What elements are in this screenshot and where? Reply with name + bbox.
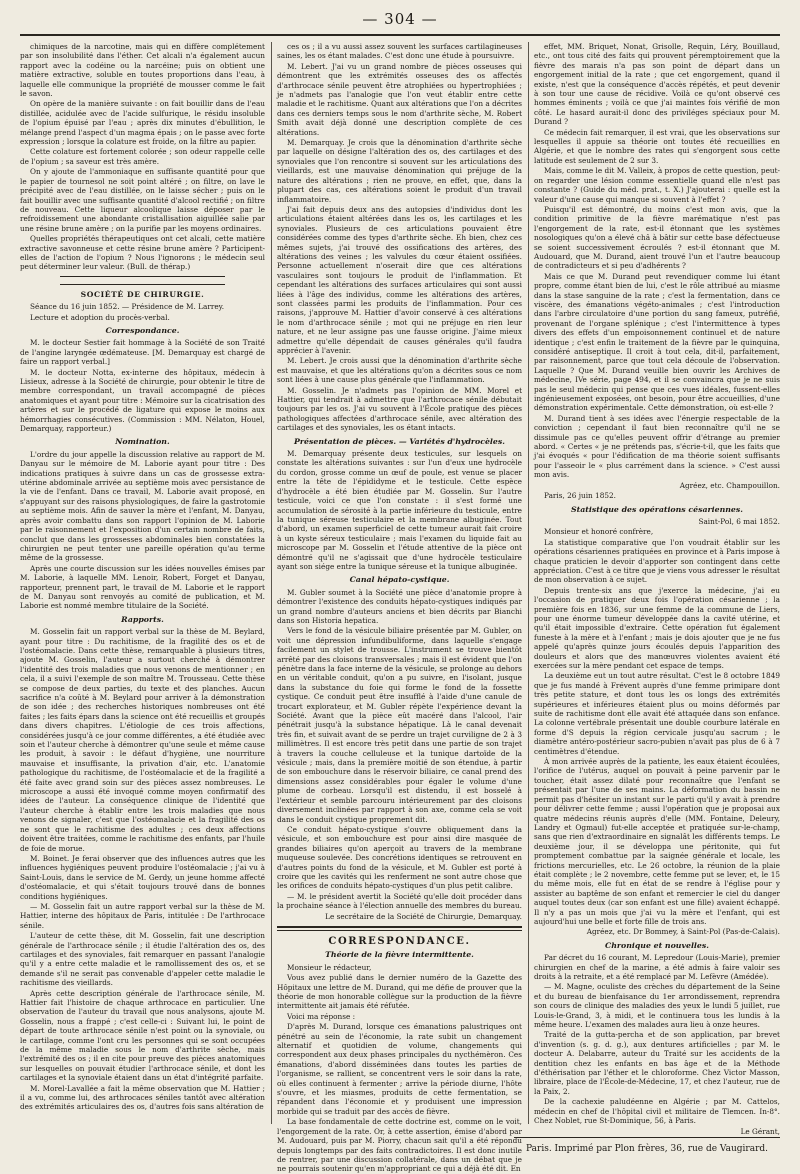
dateline: Saint-Pol, 6 mai 1852. — [698, 516, 780, 526]
paragraph: M. Gubler soumet à la Société une pièce d'anatomie propre à démontrer l'existence des conduits hépato-cystiques indiqués par un grand nombre d'auteurs anciens et bien décrits par Bianchi dans son Historia hepatica. — [277, 587, 522, 625]
paragraph: chimiques de la narcotine, mais qui en diffère complétement par son insolubilité dans l'éther. Cet alcali n'a également aucun rapport avec la codéine ou la narcéine; puis on obtient une matière extractive, soluble en toutes proportions dans l'eau, à laquelle elle communique la propriété de mousser comme le fait le savon. — [20, 42, 265, 99]
paragraph: À mon arrivée auprès de la patiente, les eaux étaient écoulées, l'orifice de l'utérus, auquel on pouvait à peine parvenir par le toucher, était assez dilaté pour reconnaître que l'enfant se présentait par l'une de ses mains. La déformation du bassin ne permit pas d'hésiter un instant sur le parti qu'il y avait à prendre pour délivrer cette femme ; aussi l'opération que je proposai aux quatre médecins réunis auprès d'elle (MM. Fontaine, Deleury, Landry et Ogmaul) fut-elle acceptée et pratiquée sur-le-champ, sans que rien d'extraordinaire en signalât les différents temps. Le deuxième jour, il se développa une péritonite, qui fut promptement combattue par la saignée générale et locale, les frictions mercurielles, etc. Le 26 octobre, la réunion de la plaie était complète ; le 2 novembre, cette femme put se lever, et, le 15 du même mois, elle fut en état de se rendre à l'église pour y assister au baptême de son enfant et remercier le ciel du danger auquel toutes deux (car son enfant est une fille) avaient échappé. Il n'y a pas un mois que j'ai vu la mère et l'enfant, qui est aujourd'hui une belle et forte fille de trois ans. — [534, 757, 780, 926]
paragraph: L'auteur de cette thèse, dit M. Gosselin, fait une description générale de l'arthrocace sénile ; il étudie l'altération des os, des cartilages et des synoviales, fait remarquer en passant l'analogie qu'il y a entre cette maladie et le ramollissement des os, et se demande s'il ne serait pas convenable d'appeler cette maladie le rachitisme des vieillards. — [20, 931, 265, 988]
paragraph: M. Gosselin. Je n'admets pas l'opinion de MM. Morel et Hattier, qui tendrait à admettre que l'arthrocace sénile débutait toujours par les os. J'ai vu souvent à l'École pratique des pièces pathologiques affectées d'arthrocace sénile, avec altération des cartilages et des synoviales, les os étant intacts. — [277, 385, 522, 433]
subsection-heading: Théorie de la fièvre intermittente. — [325, 950, 474, 960]
paragraph: Après une courte discussion sur les idées nouvelles émises par M. Laborie, à laquelle MM. Lenoir, Robert, Forget et Danyau, rapporteur, prennent part, le travail de M. Laborie et le rapport de M. Danyau sont renvoyés au comité de publication, et M. Laborie est nommé membre titulaire de la Société. — [20, 563, 265, 611]
subsection-heading: Rapports. — [121, 614, 164, 624]
paragraph: M. Lebert. Je crois aussi que la dénomination d'arthrite sèche est mauvaise, et que les altérations qu'on a décrites sous ce nom sont liées à une cause plus générale que l'inflammation. — [277, 356, 522, 385]
paragraph: Ce conduit hépato-cystique s'ouvre obliquement dans la vésicule, et son embouchure est pour ainsi dire masquée de grandes biliaires qu'on aperçoit au travers de la membrane muqueuse soulevée. Des concrétions identiques se retrouvent en d'autres points du fond de la vésicule, et M. Gubler est porté à croire que les cavités qui les renferment ne sont autre chose que les orifices de conduits hépato-cystiques d'un plus petit calibre. — [277, 824, 522, 891]
paragraph: Cette colature est fortement colorée ; son odeur rappelle celle de l'opium ; sa saveur est très amère. — [20, 147, 265, 166]
double-rule — [277, 926, 522, 931]
paragraph: M. Durand tient à ses idées avec l'énergie respectable de la conviction ; cependant il faut bien reconnaître qu'il ne se dissimule pas ce qu'elles peuvent offrir d'étrange au premier abord. « Certes « je ne prétends pas, s'écrie-t-il, que les faits que j'ai évoqués « pour l'édification de ma théorie soient suffisants pour l'asseoir le « plus carrément dans la science. » C'est aussi mon avis. — [534, 413, 780, 480]
paragraph: M. Gosselin fait un rapport verbal sur la thèse de M. Beylard, ayant pour titre : Du rachitisme, de la fragilité des os et de l'ostéomalacie. Dans cette thèse, remarquable à plusieurs titres, ajoute M. Gosselin, l'auteur a surtout cherché à démontrer l'identité des trois maladies que nous venons de mentionner ; en cela, il a suivi l'exemple de son maître M. Trousseau. Cette thèse se compose de deux parties, du texte et des planches. Aucun sacrifice n'a coûté à M. Beylard pour arriver à la démonstration de son idée ; des recherches historiques nombreuses ont été faites ; les faits épars dans la science ont été recueillis et groupés dans divers chapitres. L'étiologie de ces trois affections, considérées jusqu'à ce jour comme différentes, a été étudiée avec soin et l'auteur cherche à démontrer qu'une seule et même cause les produit, à savoir : le défaut d'hygiène, une nourriture mauvaise et insuffisante, la privation d'air, etc. L'anatomie pathologique du rachitisme, de l'ostéomalacie et de la fragilité a été faite avec grand soin sur des pièces assez nombreuses. Le microscope a aussi été invoqué comme moyen confirmatif des idées de l'auteur. La conséquence clinique de l'identité que l'auteur cherche à établir entre les trois maladies que nous venons de signaler, c'est que l'ostéomalacie et la fragilité des os ne sont que le rachitisme des adultes ; ces deux affections doivent être traitées, comme le rachitisme des enfants, par l'huile de foie de morue. — [20, 627, 265, 853]
column-right — [534, 42, 780, 1136]
column-middle — [277, 42, 523, 1174]
paragraph: L'ordre du jour appelle la discussion relative au rapport de M. Danyau sur le mémoire de M. Laborie ayant pour titre : Des indications pratiques à suivre dans un cas de grossesse extra-utérine abdominale arrivée au septième mois avec persistance de la vie de l'enfant. Dans ce travail, M. Laborie avait proposé, en s'appuyant sur des raisons physiologiques, de faire la gastrotomie au septième mois. Afin de sauver la mère et l'enfant, M. Danyau, après avoir combattu dans son rapport l'opinion de M. Laborie par le raisonnement et l'exposition d'un certain nombre de faits, conclut que dans les grossesses abdominales bien constatées la chirurgien ne peut tenter une pareille opération qu'au terme même de la grossesse. — [20, 449, 266, 563]
paragraph: Mais ce que M. Durand peut revendiquer comme lui étant propre, comme étant bien de lui, c'est le rôle attribué au miasme dans la stase sanguine de la rate ; c'est la fermentation, dans ce viscère, des émanations végéto-animales ; c'est l'introduction dans l'arbre circulatoire d'une portion du sang fameux, putréfié, provenant de l'organe splénique ; c'est l'intermittence à types divers des effets d'un empoisonnement continuel et de nature identique ; c'est enfin le traitement de la fièvre par le quinquina, considéré antiseptique. Il croit à tout cela, dit-il, parfaitement, par raisonnement, parce que tout cela découle de l'observation. Laquelle ? Que M. Durand veuille bien ouvrir les Archives de médecine, IVe série, page 494, et il se convaincra que je ne suis pas le seul médecin qui pense que ces vues idéales, fussent-elles ingénieusement exposées, ont besoin, pour être accueillies, d'une démonstration expérimentale. Cette démonstration, où est-elle ? — [534, 271, 780, 413]
gerant-signature: Le Gérant, — [740, 1126, 780, 1136]
page-header — [20, 4, 780, 36]
dateline: Paris, 26 juin 1852. — [544, 491, 616, 501]
subsection-heading: Correspondance. — [105, 325, 180, 335]
paragraph: M. le docteur Sestier fait hommage à la Société de son Traité de l'angine laryngée œdémateuse. [M. Demarquay est chargé de faire un rapport verbal.] — [20, 338, 265, 367]
paragraph: Voici ma réponse : — [287, 1011, 356, 1021]
paragraph: Vous avez publié dans le dernier numéro de la Gazette des Hôpitaux une lettre de M. Durand, qui me défie de prouver que la théorie de mon honorable collègue sur la production de la fièvre intermittente ait jamais été réfutée. — [277, 973, 522, 1011]
section-heading: SOCIÉTÉ DE CHIRURGIE. — [80, 289, 205, 299]
paragraph: — M. Gosselin fait un autre rapport verbal sur la thèse de M. Hattier, interne des hôpitaux de Paris, intitulée : De l'arthrocace sénile. — [20, 901, 265, 930]
paragraph: effet, MM. Briquet, Nonat, Grisolle, Requin, Léry, Bouillaud, etc., ont tous cité des faits qui prouvent péremptoirement que la fièvre des marais n'a pas son point de départ dans un engorgement initial de la rate ; que cet engorgement, quand il existe, n'est que la conséquence d'accès répétés, et peut devenir à son tour une cause de récidive. Voilà ce qu'ont observé ces hommes éminents ; voilà ce que j'ai maintes fois vérifié de mon côté. Le hasard aurait-il donc des priviléges spéciaux pour M. Durand ? — [534, 42, 780, 127]
paragraph: M. le docteur Notta, ex-interne des hôpitaux, médecin à Lisieux, adresse à la Société de chirurgie, pour obtenir le titre de membre correspondant, un travail accompagné de pièces anatomiques et ayant pour titre : Mémoire sur la cicatrisation des artères et sur le procédé de ligature qui expose le moins aux hémorrhagies consécutives. (Commission : MM. Nélaton, Houel, Demarquay, rapporteur.) — [20, 367, 265, 434]
paragraph: — M. le président avertit la Société qu'elle doit procéder dans la prochaine séance à l'élection annuelle des membres du bureau. — [277, 891, 523, 911]
paragraph: Ce médecin fait remarquer, il est vrai, que les observations sur lesquelles il appuie sa théorie ont toutes été recueillies en Algérie, et que le nombre des rates qui s'engorgent sous cette latitude est seulement de 2 sur 3. — [534, 127, 780, 165]
paragraph: M. Demarquay présente deux testicules, sur lesquels on constate les altérations suivantes : sur l'un d'eux une hydrocèle du cordon, grosse comme un œuf de poule, est venue se placer entre la tête de l'épididyme et le testicule. Cette espèce d'hydrocèle a été bien étudiée par M. Gosselin. Sur l'autre testicule, voici ce que l'on constate : il s'est formé une accumulation de sérosité à la partie inférieure du testicule, entre la tunique séreuse testiculaire et la membrane albuginée. Tout d'abord, un examen superficiel de cette tumeur aurait fait croire à un kyste séreux testiculaire ; mais l'examen du liquide fait au microscope par M. Gosselin et l'étude attentive de la pièce ont démontré qu'il ne s'agissait que d'une hydrocèle testiculaire ayant son siége entre la tunique séreuse et la tunique albuginée. — [277, 449, 522, 571]
subsection-heading: Chronique et nouvelles. — [605, 940, 709, 950]
paragraph: M. Boinet. Je ferai observer que des influences autres que les influences hygiéniques peuvent produire l'ostéomalacie ; j'ai vu à Saint-Louis, dans le service de M. Gerdy, un jeune homme affecté d'ostéomalacie, et qui s'était toujours trouvé dans de bonnes conditions hygiéniques. — [20, 853, 265, 901]
signature: Agréez, etc. Dr Bommey, à Saint-Pol (Pas-de-Calais). — [586, 927, 780, 937]
section-heading: CORRESPONDANCE. — [328, 935, 471, 947]
paragraph: M. Lebert. J'ai vu un grand nombre de pièces osseuses qui démontrent que les extrémités osseuses des os affectés d'arthrocace sénile peuvent être atrophiées ou hypertrophiées ; je n'admets pas l'analogie que l'on veut établir entre cette maladie et le rachitisme. Quant aux altérations que l'on a décrites dans ces derniers temps sous le nom d'arthrite sèche, M. Robert Smith avait déjà donné une description complète de ces altérations. — [277, 61, 522, 137]
subsection-heading: Statistique des opérations césariennes. — [570, 504, 743, 514]
paragraph: M. Morel-Lavallée a fait la même observation que M. Hattier ; il a vu, comme lui, des arthrocaces séniles tantôt avec altération des extrémités articulaires des os, d'autres fois sans altération de — [20, 1083, 265, 1112]
ornament-divider — [60, 276, 225, 285]
page-number: — 304 — — [362, 10, 438, 28]
paragraph: Quelles propriétés thérapeutiques ont cet alcali, cette matière extractive savonneuse et cette résine brune amère ? Participent-elles de l'action de l'opium ? Nous l'ignorons ; le médecin seul peut déterminer leur valeur. (Bull. de thérap.) — [20, 234, 265, 272]
paragraph: La deuxième eut un tout autre résultat. C'est le 8 octobre 1849 que je fus mandé à Frévent auprès d'une femme primipare dont très petite stature, et dont tous les os longs des extrémités supérieures et inférieures étaient plus ou moins déformés par suite de rachitisme dont elle avait été attaquée dans son enfance. La colonne vertébrale présentait une double courbure latérale en forme d'S depuis la région cervicale jusqu'au sacrum ; le diamètre antéro-postérieur sacro-pubien n'avait pas plus de 6 à 7 centimètres d'étendue. — [534, 671, 780, 756]
paragraph: Vers le fond de la vésicule biliaire présentée par M. Gubler, on voit une dépression infundibuliforme, dans laquelle s'engage facilement un stylet de trousse. L'instrument se trouve bientôt arrêté par des cloisons transversales ; mais il est évident que l'on pénètre dans la face interne de la vésicule, se prolonge au dehors en un véritable conduit, qu'on a pu suivre, en l'isolant, jusque dans la substance du foie qui forme le fond de la fossette cystique. Ce conduit peut être insufflé à l'aide d'une canule de trocart explorateur, et M. Gubler répète l'expérience devant la Société. Avant que la pièce eût macéré dans l'alcool, l'air pénétrait jusqu'à la substance hépatique. Là le canal devenait très fin, et suivait avant de se perdre un trajet curviligne de 2 à 3 millimètres. Il est encore très petit dans une partie de son trajet à travers la couche celluleuse et la tunique dartoïde de la vésicule ; mais, dans la première moitié de son étendue, à partir de son embouchure dans le réservoir biliaire, ce canal prend des dimensions assez considérables pour égaler le volume d'une plume de corbeau. Lorsqu'il est distendu, il est bosselé à l'extérieur et semble parcouru intérieurement par des cloisons diversement inclinées par rapport à son axe, comme cela se voit dans le conduit cystique proprement dit. — [277, 626, 522, 824]
subsection-heading: Nomination. — [115, 437, 170, 447]
paragraph: La base fondamentale de cette doctrine est, comme on le voit, l'engorgement de la rate. Or, à cette assertion, émise d'abord par M. Audouard, puis par M. Piorry, chacun sait qu'il a été répondu depuis longtemps par des faits contradictoires. Il est donc inutile de rentrer, par une discussion collatérale, dans un débat que je ne pourrais soutenir qu'en m'appropriant ce qui a déjà été dit. En — [277, 1117, 522, 1174]
paragraph: Depuis trente-six ans que j'exerce la médecine, j'ai eu l'occasion de pratiquer deux fois l'opération césarienne ; la première fois en 1836, sur une femme de la commune de Liers, pour une énorme tumeur développée dans la cavité utérine, et qu'il était impossible d'extraire. Cette opération fut également funeste à la mère et à l'enfant ; mais je dois ajouter que je ne fus appelé qu'après quinze jours écoulés depuis l'apparition des douleurs et alors que des manœuvres violentes avaient été exercées sur la mère pendant cet espace de temps. — [534, 585, 780, 670]
subsection-heading: Présentation de pièces. — Variétés d'hydrocèles. — [294, 436, 505, 446]
paragraph: Puisqu'il est démontré, du moins c'est mon avis, que la condition primitive de la fièvre marématique n'est pas l'engorgement de la rate, est-il étonnant que les systèmes nosologiques qu'on a élevé châ à bâtir sur cette base défectueuse se soient successivement écroulés ? est-il étonnant que M. Audouard, que M. Durand, aient trouvé l'un et l'autre beaucoup de contradicteurs et si peu d'adhérents ? — [534, 204, 780, 271]
paragraph: La statistique comparative que l'on voudrait établir sur les opérations césariennes pratiquées en province et à Paris impose à chaque praticien le devoir d'apporter son contingent dans cette appréciation. C'est à ce titre que je viens vous adresser le résultat de mon observation à ce sujet. — [534, 537, 780, 585]
paragraph: On y ajoute de l'ammoniaque en suffisante quantité pour que le papier de tournesol ne soit point altéré ; on filtre, on lave le précipité avec de l'eau distillée, on le laisse sécher ; puis on le fait bouillir avec une suffisante quantité d'alcool rectifié ; on filtre de nouveau. Cette liqueur alcoolique laisse déposer par le refroidissement une abondante cristallisation aiguillée salie par une résine brune amère ; on la purifie par les moyens ordinaires. — [20, 167, 265, 233]
salutation: Monsieur le rédacteur, — [287, 962, 372, 972]
subsection-heading: Canal hépato-cystique. — [349, 575, 450, 585]
signature: Le secrétaire de la Société de Chirurgie, Demarquay. — [325, 911, 522, 921]
paragraph: D'après M. Durand, lorsque ces émanations palustriques ont pénétré au sein de l'économie, la rate subit un changement alternatif et quotidien de volume, changements qui correspondent aux deux phases principales du nycthémèron. Ces émanations, d'abord disséminées dans toutes les parties de l'organisme, se rallient, se concentrent vers le soir dans la rate, où elles continuent à fermenter ; arrive la période diurne, l'hôte s'ouvre, et les miasmes, produits de cette fermentation, se répandent dans l'économie et y produisent une impression morbide qui se traduit par des accès de fièvre. — [277, 1022, 522, 1116]
advertisement: Traité de la gutta-percha et de son application, par brevet d'invention (s. g. d. g.), aux dentures artificielles ; par M. le docteur A. Delabarre, auteur du Traité sur les accidents de la dentition chez les enfants en bas âge et de la Méthode d'éthérisation par l'éther et le chloroforme. Chez Victor Masson, libraire, place de l'École-de-Médecine, 17, et chez l'auteur, rue de la Paix, 2. — [534, 1030, 780, 1096]
column-rule — [271, 42, 272, 1124]
paragraph: ces os ; il a vu aussi assez souvent les surfaces cartilagineuses saines, les os étant malades. C'est donc une étude à poursuivre. — [277, 42, 522, 61]
salutation: Monsieur et honoré confrère, — [544, 527, 654, 537]
column-rule — [528, 42, 529, 1124]
column-left — [20, 42, 265, 1124]
paragraph: M. Demarquay. Je crois que la dénomination d'arthrite sèche par laquelle on désigne l'altération des os, des cartilages et des synoviales que l'on rencontre si souvent sur les articulations des vieillards, est une mauvaise dénomination qui préjuge de la nature des altérations ; rien ne prouve, en effet, que, dans la plupart des cas, ces altérations soient le produit d'un travail inflammatoire. — [277, 138, 522, 204]
paragraph: J'ai fait depuis deux ans des autopsies d'individus dont les articulations étaient altérées dans les os, les cartilages et les synoviales. Plusieurs de ces articulations pouvaient être considérées comme des types d'arthrite sèche. Eh bien, chez ces mêmes sujets, j'ai trouvé des ossifications des artères, des altérations des veines ; les valvules du cœur étaient ossifiées. Personne actuellement n'oserait dire que ces altérations vasculaires sont toujours le produit de l'inflammation. Et cependant les altérations des surfaces articulaires qui sont aussi liées à l'âge des individus, comme les altérations des artères, sont classées parmi les produits de l'inflammation. Pour ces raisons, j'approuve M. Hattier d'avoir conservé à ces altérations le nom d'arthrocace sénile ; mot qui ne préjuge en rien leur nature, et ne leur assigne pas une fausse origine. J'aime mieux admettre qu'elle dépendait de causes générales qu'il faudra apprécier à l'avenir. — [277, 204, 522, 355]
paragraph: Après cette description générale de l'arthrocace sénile, M. Hattier fait l'histoire de chaque arthrocace en particulier. Une observation de l'auteur du travail que nous analysons, ajoute M. Gosselin, nous a frappé ; c'est celle-ci : Suivant lui, le point de départ de toute arthrocace sénile n'est point ou la synoviale, ou le cartilage, comme l'ont cru les personnes qui se sont occupées de la même maladie sous le nom d'arthrite sèche, mais l'extrémité des os ; il en cite pour preuve des pièces anatomiques sur lesquelles on pouvait étudier l'arthrocace sénile, et dont les cartilages et la synoviale étaient dans un état d'intégrité parfaite. — [20, 988, 265, 1083]
paragraph: On opère de la manière suivante : on fait bouillir dans de l'eau distillée, acidulée avec de l'acide sulfurique, le résidu insoluble de l'opium épuisé par l'eau ; après dix minutes d'ébullition, le mélange prend l'aspect d'un magma épais ; on le passe avec forte expression ; lorsque la colature est froide, on la filtre au papier. — [20, 99, 265, 147]
paragraph: Lecture et adoption du procès-verbal. — [30, 312, 170, 322]
paragraph: — M. Magne, oculiste des crèches du département de la Seine et du bureau de bienfaisance du 1er arrondissement, reprendra son cours de clinique des maladies des yeux le lundi 5 juillet, rue Louis-le-Grand, 3, à midi, et le continuera tous les lundis à la même heure. L'examen des malades aura lieu à onze heures. — [534, 982, 780, 1030]
signature: Agréez, etc. Champouillon. — [679, 480, 780, 490]
paragraph: Par décret du 16 courant, M. Lepredour (Louis-Marie), premier chirurgien en chef de la marine, a été admis à faire valoir ses droits à la retraite, et a été remplacé par M. Lefèvre (Amédée). — [534, 953, 780, 981]
paragraph: Séance du 16 juin 1852. — Présidence de M. Larrey. — [30, 302, 225, 312]
imprint: Paris. Imprimé par Plon frères, 36, rue de Vaugirard. — [514, 1137, 780, 1168]
paragraph: Mais, comme le dit M. Valleix, à propos de cette question, peut-on regarder une lésion comme essentielle quand elle n'est pas constante ? (Guide du méd. prat., t. X.) J'ajouterai : quelle est la valeur d'une cause qui manque si souvent à l'effet ? — [534, 166, 780, 204]
advertisement: De la cachexie paludéenne en Algérie ; par M. Cattelos, médecin en chef de l'hôpital civil et militaire de Tlemcen. In-8°. Chez Noblet, rue St-Dominique, 56, à Paris. — [534, 1097, 780, 1126]
